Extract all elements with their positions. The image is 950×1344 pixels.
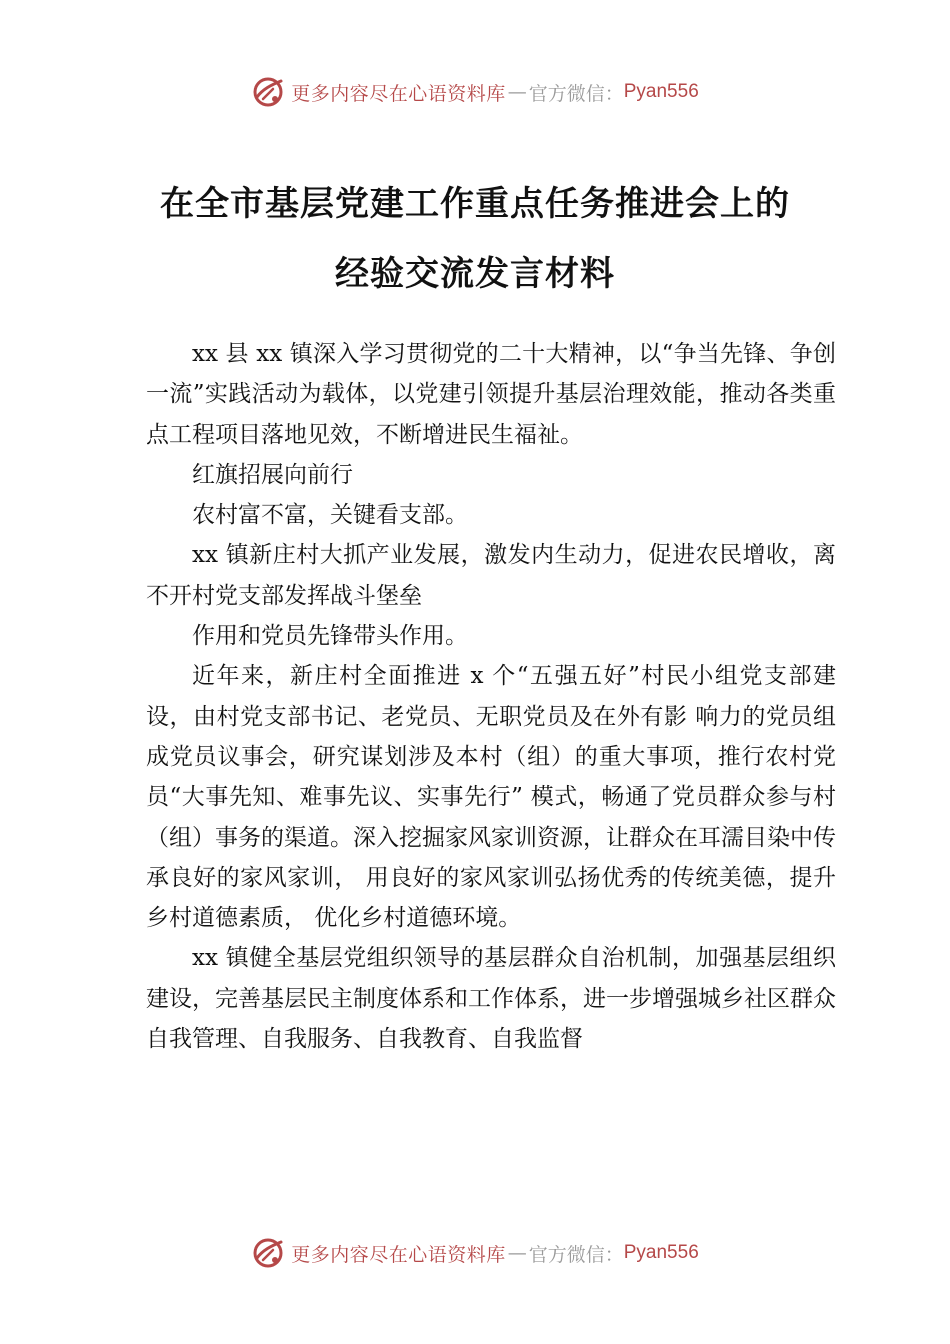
- document-title-line-1: 在全市基层党建工作重点任务推进会上的: [160, 184, 790, 224]
- body-paragraph: 农村富不富，关键看支部。: [192, 502, 468, 529]
- body-paragraph: 作用和党员先锋带头作用。: [192, 623, 468, 650]
- banner-separator: —: [507, 1242, 527, 1264]
- banner-wechat-label: 官方微信：: [528, 82, 624, 105]
- banner-promo-text: 更多内容尽在心语资料库: [291, 82, 506, 105]
- body-paragraph: xx 县 xx 镇深入学习贯彻党的二十大精神，以“争当先锋、争创一流”实践活动为载体，以党建引领提升基层治理效能，推动各类重点工程项目落地见效，不断增进民生福祉。: [146, 341, 836, 448]
- banner-wechat-id: Pyan556: [623, 1242, 699, 1263]
- banner-separator: —: [507, 81, 527, 103]
- brush-circle-logo-icon: [251, 1236, 285, 1270]
- banner-wechat-label: 官方微信：: [528, 1243, 624, 1266]
- section-heading: 红旗招展向前行: [192, 461, 353, 488]
- banner-promo-text: 更多内容尽在心语资料库: [291, 1243, 506, 1266]
- document-title-line-2: 经验交流发言材料: [335, 254, 615, 294]
- brush-circle-logo-icon: [251, 75, 285, 109]
- body-paragraph: xx 镇健全基层党组织领导的基层群众自治机制，加强基层组织建设，完善基层民主制度体系和工作体系，进一步增强城乡社区群众自我管理、自我服务、自我教育、自我监督: [146, 945, 836, 1053]
- header-banner: [0, 72, 950, 112]
- footer-banner: [0, 1233, 950, 1273]
- body-paragraph: 近年来，新庄村全面推进 x 个“五强五好”村民小组党支部建设，由村党支部书记、老党员、无职党员及在外有影 响力的党员组成党员议事会，研究谋划涉及本村（组）的重大事项，推行农村党员“大事先知、难事先议、实事先行” 模式，畅通了党员群众参与村（组）事务的渠道。深入挖掘家风家训资源，让群众在耳濡目染中传承良好的家风家训， 用良好的家风家训弘扬优秀的传统美德，提升乡村道德素质， 优化乡村道德环境。: [146, 663, 836, 932]
- body-paragraph: xx 镇新庄村大抓产业发展，激发内生动力，促进农民增收，离不开村党支部发挥战斗堡垒: [146, 542, 836, 609]
- banner-wechat-id: Pyan556: [623, 81, 699, 102]
- document-body: [146, 334, 836, 1059]
